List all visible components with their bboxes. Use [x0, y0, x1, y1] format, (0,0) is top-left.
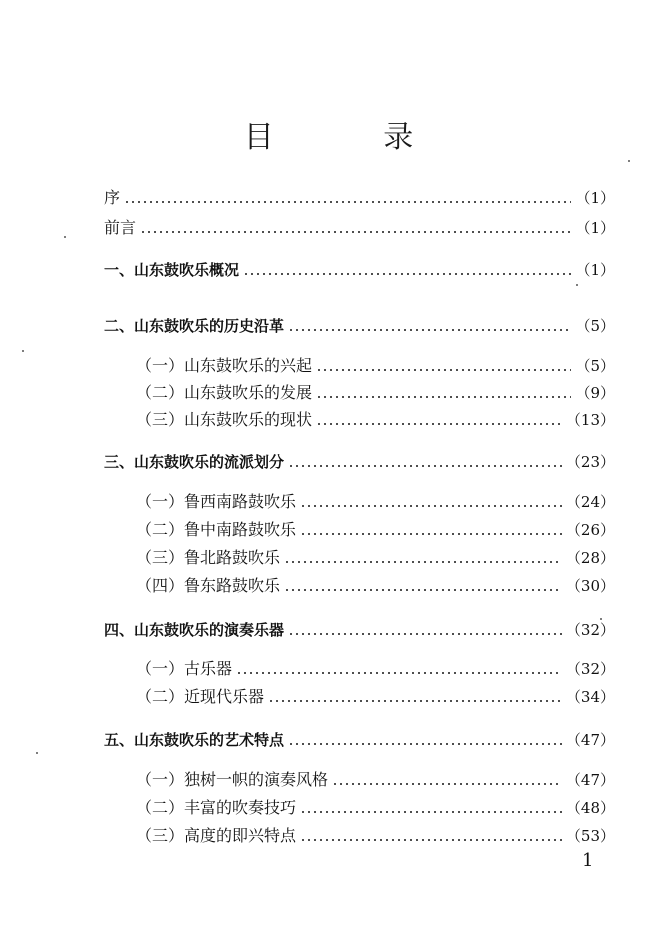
toc-entry-label: （二）山东鼓吹乐的发展 — [136, 383, 313, 402]
toc-entry-label: 一、山东鼓吹乐概况 — [104, 261, 240, 279]
toc-entry-label: （三）高度的即兴特点 — [136, 826, 297, 845]
leader-dots — [316, 396, 571, 398]
toc-chapter — [104, 616, 615, 640]
toc-entry-page: （26） — [565, 521, 615, 539]
leader-dots — [236, 672, 562, 674]
scan-speck — [64, 236, 66, 238]
leader-dots — [284, 589, 562, 591]
scan-speck — [628, 160, 630, 162]
leader-dots — [268, 700, 562, 702]
toc-entry-label: （三）山东鼓吹乐的现状 — [136, 410, 313, 429]
toc-entry-label: （二）鲁中南路鼓吹乐 — [136, 520, 297, 539]
toc-entry-label: 五、山东鼓吹乐的艺术特点 — [104, 731, 285, 749]
toc-section — [136, 379, 615, 403]
toc-entry-page: （1） — [575, 219, 615, 237]
leader-dots — [316, 369, 571, 371]
toc-entry-label: （一）鲁西南路鼓吹乐 — [136, 492, 297, 511]
toc-entry-label: 前言 — [104, 218, 137, 237]
toc-chapter — [104, 726, 615, 750]
toc-section — [136, 822, 615, 846]
toc-entry-page: （32） — [565, 621, 615, 639]
leader-dots — [243, 273, 571, 275]
toc-section — [136, 655, 615, 679]
leader-dots — [300, 839, 562, 841]
scan-speck — [576, 284, 578, 286]
toc-entry — [104, 214, 615, 238]
toc-entry-page: （24） — [565, 493, 615, 511]
leader-dots — [288, 633, 562, 635]
leader-dots — [300, 533, 562, 535]
toc-entry-label: 二、山东鼓吹乐的历史沿革 — [104, 317, 285, 335]
toc-chapter — [104, 312, 615, 336]
toc-entry-page: （47） — [565, 731, 615, 749]
toc-chapter — [104, 256, 615, 280]
toc-section — [136, 352, 615, 376]
toc-entry-page: （34） — [565, 688, 615, 706]
toc-entry-page: （23） — [565, 453, 615, 471]
toc-entry-page: （5） — [575, 357, 615, 375]
toc-entry-label: （四）鲁东路鼓吹乐 — [136, 576, 281, 595]
leader-dots — [300, 811, 562, 813]
page-title: 目 录 — [243, 120, 464, 155]
toc-entry-label: （二）近现代乐器 — [136, 687, 265, 706]
toc-entry-page: （47） — [565, 771, 615, 789]
toc-entry-page: （5） — [575, 317, 615, 335]
toc-entry-page: （1） — [575, 189, 615, 207]
toc-section — [136, 683, 615, 707]
leader-dots — [284, 561, 562, 563]
toc-entry-label: （一）独树一帜的演奏风格 — [136, 770, 329, 789]
toc-section — [136, 516, 615, 540]
toc-entry-label: （二）丰富的吹奏技巧 — [136, 798, 297, 817]
toc-section — [136, 488, 615, 512]
leader-dots — [124, 201, 571, 203]
toc-section — [136, 544, 615, 568]
toc-entry-page: （30） — [565, 577, 615, 595]
leader-dots — [288, 465, 562, 467]
leader-dots — [288, 743, 562, 745]
scan-speck — [22, 350, 24, 352]
leader-dots — [288, 329, 571, 331]
toc-entry-page: （1） — [575, 261, 615, 279]
leader-dots — [300, 505, 562, 507]
toc-section — [136, 794, 615, 818]
toc-entry-label: （一）山东鼓吹乐的兴起 — [136, 356, 313, 375]
toc-entry-label: 序 — [104, 188, 121, 207]
leader-dots — [316, 423, 562, 425]
leader-dots — [140, 231, 571, 233]
toc-section — [136, 766, 615, 790]
toc-entry-label: 四、山东鼓吹乐的演奏乐器 — [104, 621, 285, 639]
toc-entry-label: （三）鲁北路鼓吹乐 — [136, 548, 281, 567]
toc-section — [136, 406, 615, 430]
toc-entry-page: （28） — [565, 549, 615, 567]
toc-chapter — [104, 448, 615, 472]
toc-entry-page: （48） — [565, 799, 615, 817]
toc-entry-page: （9） — [575, 384, 615, 402]
toc-entry-page: （32） — [565, 660, 615, 678]
toc-entry-page: （53） — [565, 827, 615, 845]
scan-speck — [600, 618, 602, 620]
toc-entry-label: 三、山东鼓吹乐的流派划分 — [104, 453, 285, 471]
toc-entry — [104, 184, 615, 208]
leader-dots — [332, 783, 562, 785]
page-folio: 1 — [582, 850, 594, 871]
toc-section — [136, 572, 615, 596]
toc-entry-label: （一）古乐器 — [136, 659, 233, 678]
toc-entry-page: （13） — [565, 411, 615, 429]
scan-speck — [36, 752, 38, 754]
